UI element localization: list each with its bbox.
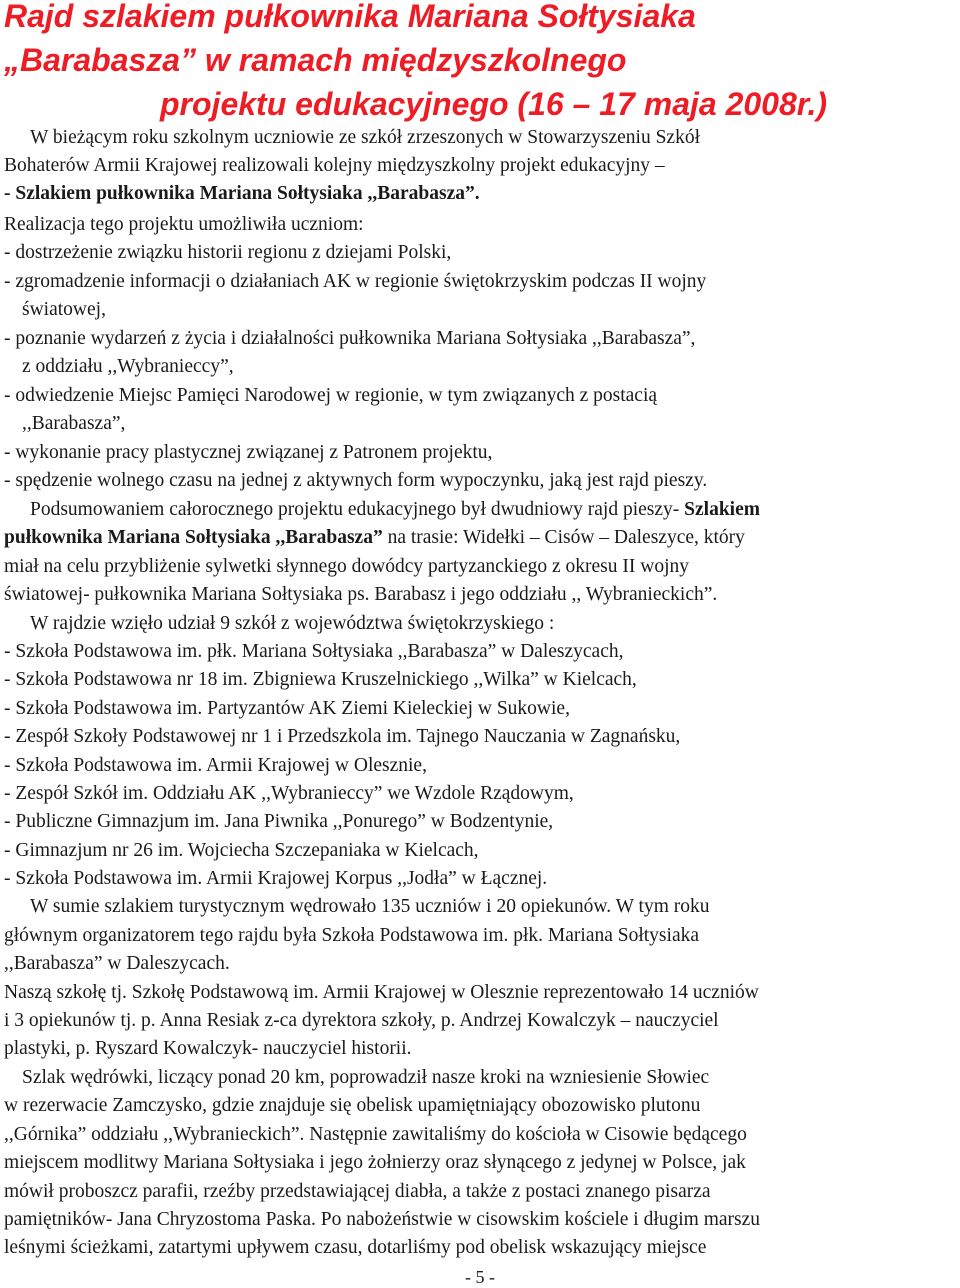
body-line: miejscem modlitwy Mariana Sołtysiaka i jego żołnierzy oraz słynącego z jedynej w Polsce, jak (4, 1152, 746, 1173)
body-line: - dostrzeżenie związku historii regionu z dziejami Polski, (4, 242, 452, 263)
body-line: W rajdzie wzięło udział 9 szkół z województwa świętokrzyskiego : (30, 613, 555, 634)
body-line: - Szkoła Podstawowa im. Armii Krajowej w Olesznie, (4, 755, 427, 776)
body-text-bold: pułkownika Mariana Sołtysiaka ,,Barabasza” (4, 527, 383, 548)
body-line (30, 496, 760, 524)
page-number: - 5 - (465, 1267, 495, 1287)
body-text: Podsumowaniem całorocznego projektu edukacyjnego był dwudniowy rajd pieszy- (30, 499, 685, 520)
body-line: - Publiczne Gimnazjum im. Jana Piwnika ,,Ponurego” w Bodzentynie, (4, 811, 554, 832)
body-line: pamiętników- Jana Chryzostoma Paska. Po nabożeństwie w cisowskim kościele i długim marszu (4, 1209, 761, 1230)
body-line: - Zespół Szkół im. Oddziału AK ,,Wybranieccy” we Wzdole Rządowym, (4, 783, 574, 804)
body-text: na trasie: Widełki – Cisów – Daleszyce, który (382, 527, 745, 548)
body-line: głównym organizatorem tego rajdu była Szkoła Podstawowa im. płk. Mariana Sołtysiaka (4, 925, 700, 946)
body-line: - Gimnazjum nr 26 im. Wojciecha Szczepaniaka w Kielcach, (4, 840, 479, 861)
body-line: miał na celu przybliżenie sylwetki słynnego dowódcy partyzanckiego z okresu II wojny (4, 556, 689, 577)
body-line: i 3 opiekunów tj. p. Anna Resiak z-ca dyrektora szkoły, p. Andrzej Kowalczyk – nauczyciel (4, 1010, 719, 1031)
body-line: W sumie szlakiem turystycznym wędrowało 135 uczniów i 20 opiekunów. W tym roku (30, 896, 710, 917)
body-text-bold: Szlakiem (684, 499, 761, 520)
body-line: - zgromadzenie informacji o działaniach AK w regionie świętokrzyskim podczas II wojny (4, 271, 707, 292)
title-line-1: Rajd szlakiem pułkownika Mariana Sołtysiaka (4, 0, 696, 34)
body-line: ,,Barabasza” w Daleszycach. (4, 953, 230, 974)
body-line: Naszą szkołę tj. Szkołę Podstawową im. Armii Krajowej w Olesznie reprezentowało 14 uczniów (4, 982, 759, 1003)
body-line: - poznanie wydarzeń z życia i działalności pułkownika Mariana Sołtysiaka ,,Barabasza”, (4, 328, 696, 349)
body-line: w rezerwacie Zamczysko, gdzie znajduje się obelisk upamiętniający obozowisko plutonu (4, 1095, 701, 1116)
body-line: - Szkoła Podstawowa im. płk. Mariana Sołtysiaka ,,Barabasza” w Daleszycach, (4, 641, 624, 662)
body-line: - Szlakiem pułkownika Mariana Sołtysiaka ,,Barabasza”. (4, 183, 480, 204)
body-line: - Szkoła Podstawowa im. Armii Krajowej Korpus ,,Jodła” w Łącznej. (4, 868, 548, 889)
body-line: - spędzenie wolnego czasu na jednej z aktywnych form wypoczynku, jaką jest rajd pieszy. (4, 470, 708, 491)
body-line: W bieżącym roku szkolnym uczniowie ze szkół zrzeszonych w Stowarzyszeniu Szkół (30, 127, 701, 148)
body-line: - odwiedzenie Miejsc Pamięci Narodowej w regionie, w tym związanych z postacią (4, 385, 658, 406)
body-line: plastyki, p. Ryszard Kowalczyk- nauczyciel historii. (4, 1038, 412, 1059)
body-line: leśnymi ścieżkami, zatartymi upływem czasu, dotarliśmy pod obelisk wskazujący miejsce (4, 1237, 707, 1258)
body-line: Realizacja tego projektu umożliwiła uczniom: (4, 214, 364, 235)
body-line: światowej- pułkownika Mariana Sołtysiaka ps. Barabasz i jego oddziału ,, Wybranieckich”. (4, 584, 718, 605)
body-line: ,,Górnika” oddziału ,,Wybranieckich”. Następnie zawitaliśmy do kościoła w Cisowie będącego (4, 1124, 747, 1145)
body-line: ,,Barabasza”, (22, 413, 126, 434)
body-line: mówił proboszcz parafii, rzeźby przedstawiającej diabła, a także z postaci znanego pisarza (4, 1181, 711, 1202)
body-line: Bohaterów Armii Krajowej realizowali kolejny międzyszkolny projekt edukacyjny – (4, 155, 665, 176)
body-line: z oddziału ,,Wybranieccy”, (22, 356, 234, 377)
body-line: - wykonanie pracy plastycznej związanej z Patronem projektu, (4, 442, 493, 463)
body-line: - Szkoła Podstawowa im. Partyzantów AK Ziemi Kieleckiej w Sukowie, (4, 698, 570, 719)
body-line: - Szkoła Podstawowa nr 18 im. Zbigniewa Kruszelnickiego ,,Wilka” w Kielcach, (4, 669, 637, 690)
body-line: Szlak wędrówki, liczący ponad 20 km, poprowadził nasze kroki na wzniesienie Słowiec (22, 1067, 710, 1088)
title-line-3: projektu edukacyjnego (16 – 17 maja 2008r.) (160, 86, 827, 122)
body-line: światowej, (22, 299, 106, 320)
body-line: - Zespół Szkoły Podstawowej nr 1 i Przedszkola im. Tajnego Nauczania w Zagnańsku, (4, 726, 681, 747)
title-line-2: „Barabasza” w ramach międzyszkolnego (4, 42, 627, 78)
body-line (4, 524, 745, 552)
